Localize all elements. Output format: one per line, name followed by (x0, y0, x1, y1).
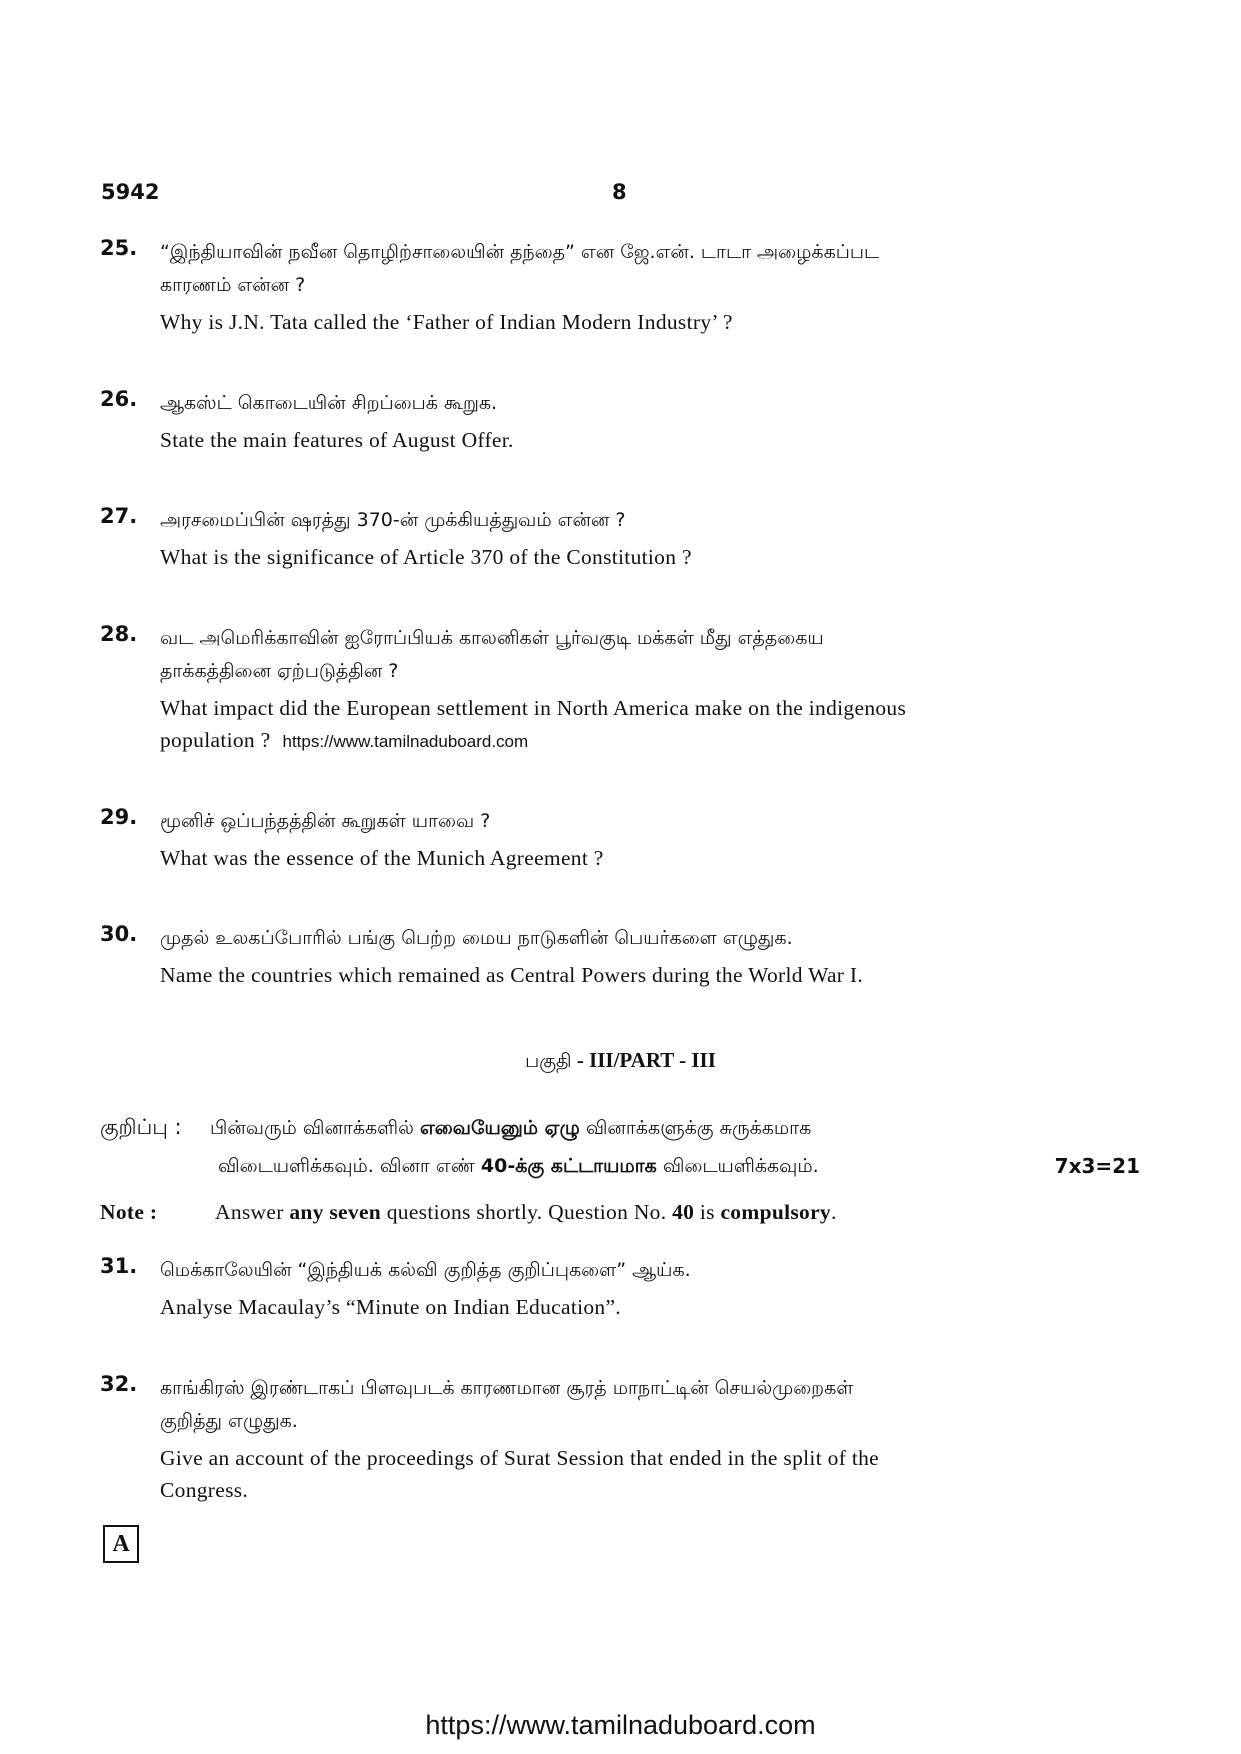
note-tamil-line (100, 1108, 1140, 1147)
question-number: 29. (100, 805, 138, 829)
note-tamil (100, 1108, 1140, 1185)
question-tamil-line: முதல் உலகப்போரில் பங்கு பெற்ற மைய நாடுகளின் பெயர்களை எழுதுக. (160, 927, 793, 949)
part-title-tamil: பகுதி (525, 1050, 572, 1072)
question-tamil-line: ஆகஸ்ட் கொடையின் சிறப்பைக் கூறுக. (160, 392, 498, 414)
note-english-emphasis: compulsory (720, 1200, 831, 1224)
question-number: 31. (100, 1254, 138, 1278)
question-tamil-line: காரணம் என்ன ? (160, 274, 306, 296)
question-number: 32. (100, 1372, 138, 1396)
question-number: 30. (100, 922, 138, 946)
note-english-label: Note : (100, 1200, 158, 1224)
question-28 (100, 622, 1140, 758)
note-tamil-text: பின்வரும் வினாக்களில் (210, 1117, 420, 1139)
question-english-line: Give an account of the proceedings of Surat Session that ended in the split of the (160, 1446, 879, 1470)
version-box: A (103, 1525, 139, 1563)
question-english-line: Analyse Macaulay’s “Minute on Indian Education”. (160, 1295, 621, 1319)
question-english-line: What is the significance of Article 370 of the Constitution ? (160, 545, 692, 569)
question-number: 26. (100, 387, 138, 411)
question-tamil-line: மூனிச் ஒப்பந்தத்தின் கூறுகள் யாவை ? (160, 810, 491, 832)
question-english-line: What was the essence of the Munich Agreement ? (160, 846, 604, 870)
question-english-line (160, 724, 1140, 758)
question-tamil-line: மெக்காலேயின் “இந்தியக் கல்வி குறித்த குறிப்புகளை” ஆய்க. (160, 1259, 691, 1281)
question-25 (100, 236, 1140, 338)
note-english-text: questions shortly. Question No. (381, 1200, 673, 1224)
question-number: 27. (100, 504, 138, 528)
note-tamil-emphasis: எவையேனும் ஏழு (419, 1117, 580, 1139)
paper-code: 5942 (101, 180, 160, 204)
note-tamil-line (218, 1147, 1140, 1185)
watermark-url: https://www.tamilnaduboard.com (282, 732, 529, 751)
marks-scheme: 7x3=21 (1054, 1154, 1140, 1178)
question-tamil-line: தாக்கத்தினை ஏற்படுத்தின ? (160, 660, 399, 682)
question-tamil-line: குறித்து எழுதுக. (160, 1410, 298, 1432)
question-29 (100, 805, 1140, 874)
question-tamil-line: வட அமெரிக்காவின் ஐரோப்பியக் காலனிகள் பூர்வகுடி மக்கள் மீது எத்தகைய (160, 627, 824, 649)
page-number: 8 (612, 180, 627, 204)
question-31 (100, 1254, 1140, 1323)
question-english-line: State the main features of August Offer. (160, 428, 514, 452)
note-english-text: . (830, 1200, 837, 1224)
note-english (100, 1200, 837, 1225)
part-title (0, 1048, 1241, 1075)
note-tamil-emphasis: 40-க்கு கட்டாயமாக (480, 1155, 657, 1177)
question-number: 25. (100, 236, 138, 260)
question-tamil-line: அரசமைப்பின் ஷரத்து 370-ன் முக்கியத்துவம் என்ன ? (160, 509, 626, 531)
note-english-text: Answer (215, 1200, 290, 1224)
question-english-line: Congress. (160, 1478, 249, 1502)
note-tamil-label: குறிப்பு : (100, 1115, 182, 1139)
note-english-emphasis: 40 (672, 1200, 695, 1224)
question-30 (100, 922, 1140, 991)
question-32 (100, 1372, 1140, 1506)
note-english-text: is (694, 1200, 721, 1224)
part-title-english: - III/PART - III (571, 1048, 716, 1072)
note-english-emphasis: any seven (289, 1200, 382, 1224)
note-tamil-text: விடையளிக்கவும். (656, 1155, 819, 1177)
note-tamil-text: வினாக்களுக்கு சுருக்கமாக (579, 1117, 812, 1139)
question-tamil-line: “இந்தியாவின் நவீன தொழிற்சாலையின் தந்தை” என ஜே.என். டாடா அழைக்கப்பட (160, 241, 880, 263)
question-english-text: population ? (160, 728, 271, 752)
question-26 (100, 387, 1140, 456)
question-27 (100, 504, 1140, 573)
question-english-line: Name the countries which remained as Central Powers during the World War I. (160, 963, 864, 987)
question-english-line: Why is J.N. Tata called the ‘Father of Indian Modern Industry’ ? (160, 310, 733, 334)
note-tamil-text: விடையளிக்கவும். வினா எண் (218, 1155, 481, 1177)
footer-url: https://www.tamilnaduboard.com (425, 1710, 816, 1740)
question-tamil-line: காங்கிரஸ் இரண்டாகப் பிளவுபடக் காரணமான சூரத் மாநாட்டின் செயல்முறைகள் (160, 1377, 854, 1399)
question-number: 28. (100, 622, 138, 646)
question-english-line: What impact did the European settlement in North America make on the indigenous (160, 696, 907, 720)
